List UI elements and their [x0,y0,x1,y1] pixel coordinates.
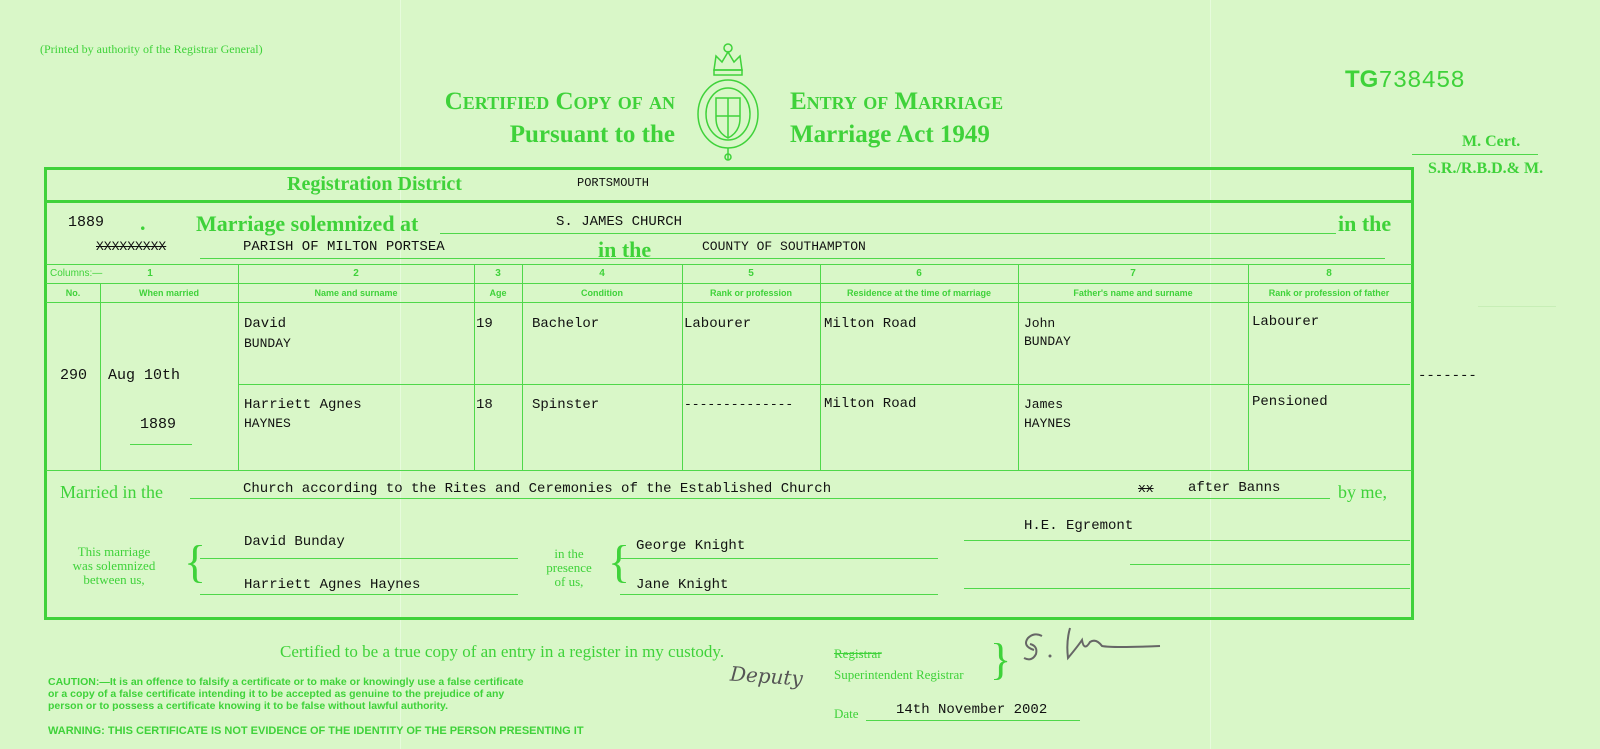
columns-top-rule [46,264,1412,265]
col-header-father-name: Father's name and surname [1073,288,1193,298]
title-right-2: Marriage Act 1949 [790,121,990,148]
col-header-father-rank: Rank or profession of father [1268,288,1390,298]
col-header-rank: Rank or profession [709,288,792,298]
groom-father-forename: John [1024,316,1056,331]
entry-date: Aug 10th [108,367,181,384]
officiant-line-1 [964,540,1410,541]
parish-line [200,258,1385,259]
margin-rule [1478,306,1556,307]
columns-bottom-rule [46,302,1412,303]
col-header-no: No. [65,288,81,298]
crossed-district-text: XXXXXXXXX [96,239,167,254]
bride-forename: Harriett Agnes [244,397,362,413]
ceremony-after-banns: after Banns [1188,480,1281,496]
certification-text: Certified to be a true copy of an entry in a register in my custody. [280,642,725,661]
entry-number: 290 [60,367,88,384]
entry-date-year: 1889 [140,416,177,433]
ceremony-crossed: xx [1138,481,1154,496]
col-number-3: 3 [495,268,501,279]
form-code-rule [1412,154,1538,155]
party-groom-signature: David Bunday [244,534,345,550]
columns-label: Columns:— [50,268,103,279]
parties-label-line-3: between us, [83,572,145,587]
col-header-name: Name and surname [314,288,398,298]
col-number-6: 6 [916,268,922,279]
col-number-2: 2 [353,268,359,279]
col-number-8: 8 [1326,268,1332,279]
in-the-label-2: in the [598,237,652,262]
side-dashes: ------- [1418,368,1477,384]
col-number-1: 1 [147,268,153,279]
bride-rank: -------------- [684,397,794,412]
district-value: PORTSMOUTH [577,176,650,190]
witness-line-1 [620,558,938,559]
groom-surname: BUNDAY [244,336,291,351]
form-code-1: M. Cert. [1462,133,1521,150]
bride-father-rank: Pensioned [1252,394,1328,410]
solemnized-place: S. JAMES CHURCH [556,214,683,230]
parties-label-line-2: was solemnized [72,558,156,573]
parties-brace: { [184,536,207,587]
parties-label-line-1: This marriage [77,544,151,559]
bride-condition: Spinster [532,397,600,413]
ceremony-rites: Church according to the Rites and Ceremonies of the Established Church [243,481,832,497]
superintendent-registrar: Superintendent Registrar [834,667,964,682]
presence-label-line-2: presence [546,560,592,575]
identity-warning: WARNING: THIS CERTIFICATE IS NOT EVIDENCE OF THE IDENTITY OF THE PERSON PRESENTING IT [48,725,584,737]
party-row-divider [238,384,1410,385]
deputy-handwritten: Deputy [729,661,804,691]
parties-label [56,545,172,587]
presence-brace: { [608,536,631,587]
groom-residence: Milton Road [824,316,917,332]
col-number-5: 5 [748,268,754,279]
col-header-age: Age [489,288,507,298]
serial-digits: 738458 [1378,68,1465,95]
serial-prefix: TG [1345,66,1379,93]
groom-age: 19 [476,316,493,332]
royal-coat-of-arms-icon [692,42,764,164]
serial-number [1345,66,1465,95]
presence-label [534,547,604,589]
date-line [866,720,1080,721]
bride-surname: HAYNES [244,416,291,431]
officiant-name: H.E. Egremont [1024,518,1134,534]
county-name: COUNTY OF SOUTHAMPTON [702,239,866,254]
bride-residence: Milton Road [824,396,917,412]
printed-by-notice: (Printed by authority of the Registrar General) [40,42,263,56]
entry-year: 1889 [68,214,105,231]
witness-1: George Knight [636,538,746,554]
groom-forename: David [244,316,287,332]
witness-line-2 [620,594,938,595]
solemnized-label: Marriage solemnized at [196,211,419,236]
registrar-brace: } [990,635,1012,684]
title-left-1: Certified Copy of an [444,88,675,115]
col-number-4: 4 [599,268,605,279]
married-in-label: Married in the [60,482,163,502]
party-bride-signature: Harriett Agnes Haynes [244,577,421,593]
groom-condition: Bachelor [532,316,600,332]
bride-father-forename: James [1024,397,1064,412]
parish-name: PARISH OF MILTON PORTSEA [243,239,445,255]
district-label: Registration District [287,173,462,195]
signature-mark-icon [1020,612,1170,672]
caution-line-1: CAUTION:—It is an offence to falsify a certificate or to make or knowingly use a false certificate [48,676,524,688]
bride-father-surname: HAYNES [1024,416,1071,431]
form-code-2: S.R./R.B.D.& M. [1428,160,1544,177]
officiant-line-2 [1130,564,1410,565]
presence-label-line-1: in the [554,546,584,561]
in-the-label-1: in the [1338,211,1392,236]
col-divider [100,283,101,470]
by-me-label: by me, [1338,482,1387,502]
caution-text [48,676,524,712]
officiant-line-3 [964,588,1410,589]
presence-label-line-3: of us, [554,574,584,589]
district-divider [46,200,1412,203]
col-header-condition: Condition [581,288,623,298]
party-line-2 [200,594,518,595]
title-left-2: Pursuant to the [509,121,675,148]
date-label: Date [834,706,859,721]
col-header-when-married: When married [138,288,199,298]
entry-table-bottom [46,470,1412,471]
registrar-struck: Registrar [834,646,882,661]
groom-rank: Labourer [684,316,752,332]
ceremony-line [190,498,1330,499]
groom-father-surname: BUNDAY [1024,334,1071,349]
date-value: 14th November 2002 [896,702,1048,718]
groom-father-rank: Labourer [1252,314,1320,330]
bride-age: 18 [476,397,493,413]
caution-line-3: person or to possess a certificate knowing it to be false without lawful authority. [48,700,449,712]
witness-2: Jane Knight [636,577,729,593]
col-number-7: 7 [1130,268,1136,279]
party-line-1 [200,558,518,559]
year-dot: . [140,210,146,235]
columns-mid-rule [46,283,1412,284]
date-year-underline [130,444,192,445]
solemnized-line [440,233,1336,234]
col-header-residence: Residence at the time of marriage [846,288,992,298]
title-right-1: Entry of Marriage [790,88,1004,115]
caution-line-2: or a copy of a false certificate intending it to be accepted as genuine to the prejudice of any [48,688,505,700]
